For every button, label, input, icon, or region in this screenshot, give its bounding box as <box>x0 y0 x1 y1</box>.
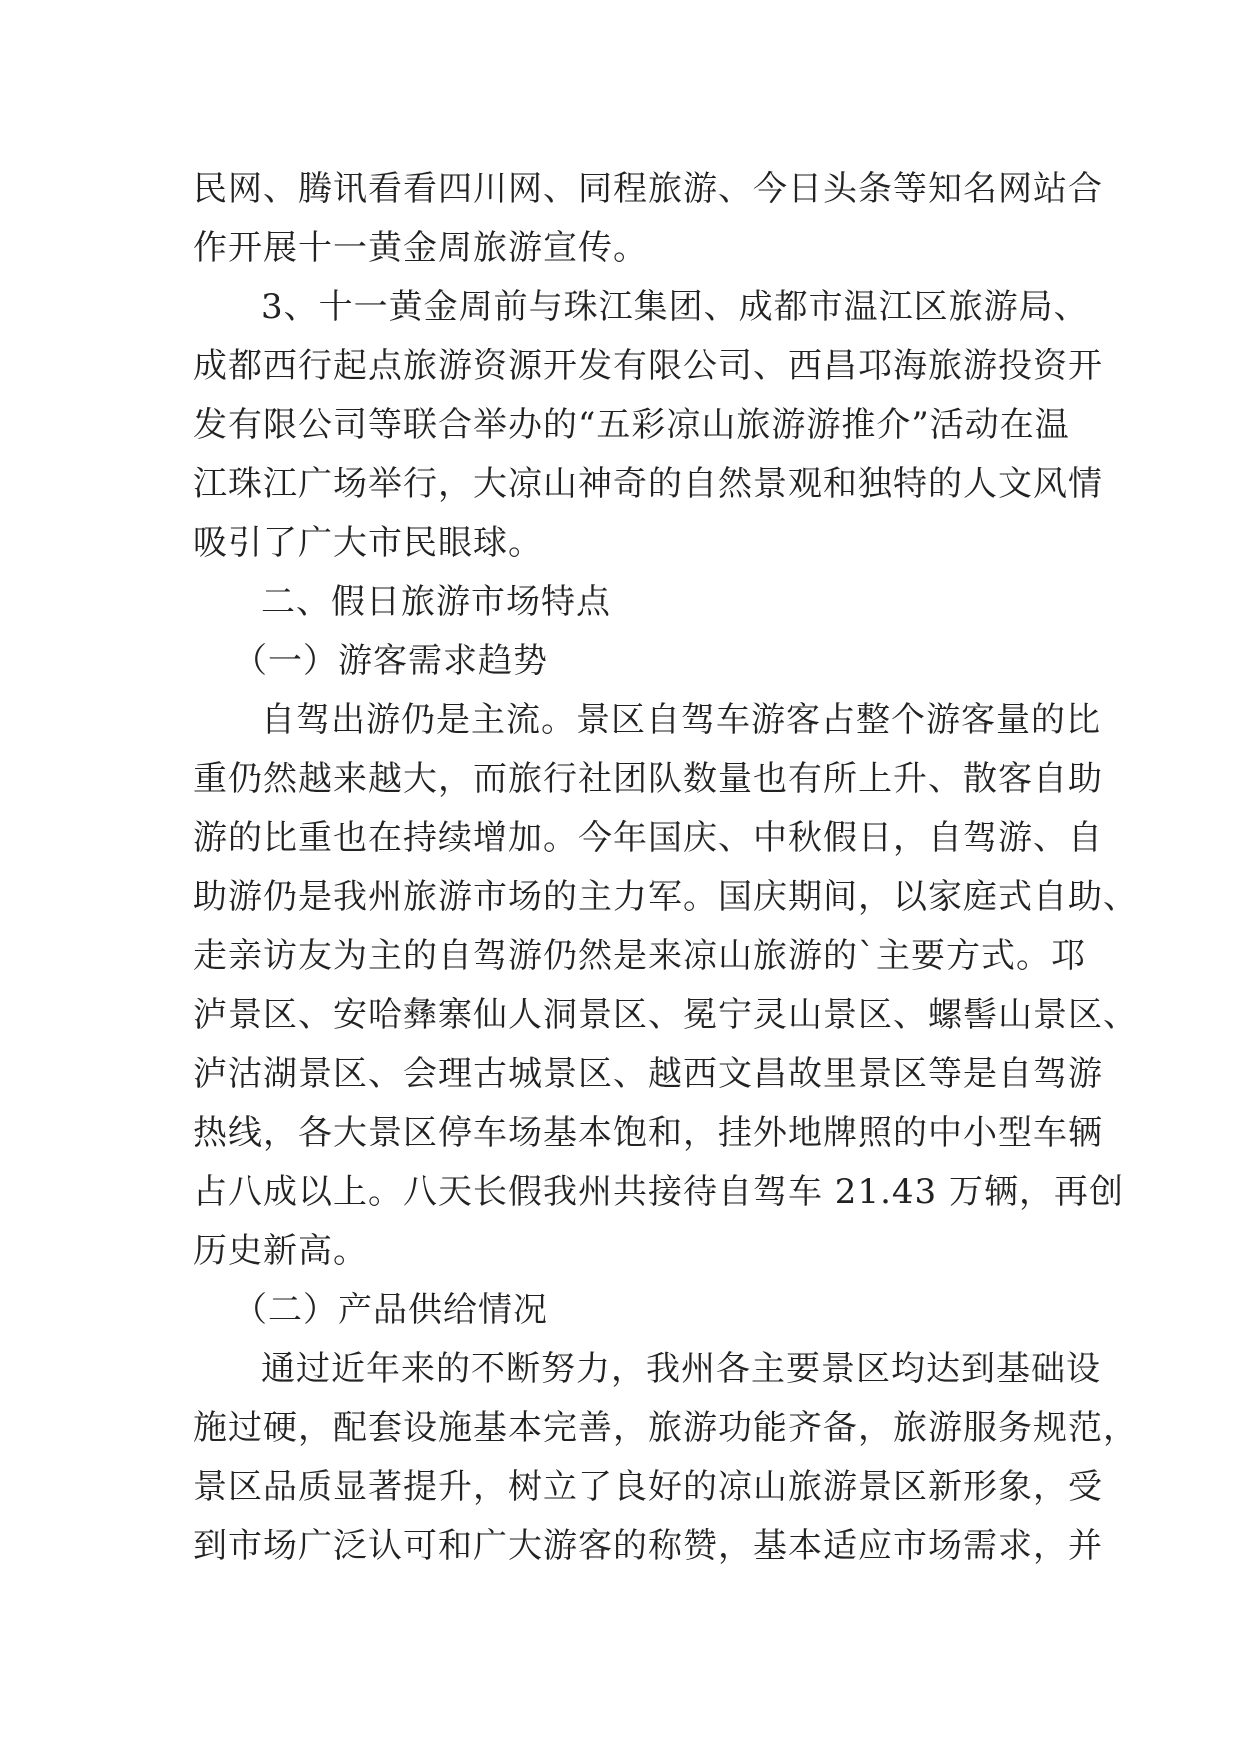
paragraph-line: 泸景区、安哈彝寨仙人洞景区、冕宁灵山景区、螺髻山景区、 <box>193 995 1138 1035</box>
paragraph-line: 3、十一黄金周前与珠江集团、成都市温江区旅游局、 <box>261 287 1089 327</box>
paragraph-line: 通过近年来的不断努力，我州各主要景区均达到基础设 <box>261 1349 1101 1389</box>
paragraph-line: 助游仍是我州旅游市场的主力军。国庆期间，以家庭式自助、 <box>193 877 1138 917</box>
section-heading: 二、假日旅游市场特点 <box>261 582 611 622</box>
paragraph-line: 民网、腾讯看看四川网、同程旅游、今日头条等知名网站合 <box>193 169 1103 209</box>
paragraph-line: 到市场广泛认可和广大游客的称赞，基本适应市场需求，并 <box>193 1526 1103 1566</box>
paragraph-line: 重仍然越来越大，而旅行社团队数量也有所上升、散客自助 <box>193 759 1103 799</box>
paragraph-line: 吸引了广大市民眼球。 <box>193 523 543 563</box>
paragraph-line: 占八成以上。八天长假我州共接待自驾车 21.43 万辆，再创 <box>193 1172 1124 1212</box>
paragraph-line: 作开展十一黄金周旅游宣传。 <box>193 228 648 268</box>
subsection-heading: （二）产品供给情况 <box>233 1290 548 1330</box>
paragraph-line: 景区品质显著提升，树立了良好的凉山旅游景区新形象，受 <box>193 1467 1103 1507</box>
paragraph-line: 施过硬，配套设施基本完善，旅游功能齐备，旅游服务规范， <box>193 1408 1138 1448</box>
subsection-heading: （一）游客需求趋势 <box>233 641 548 681</box>
document-page <box>193 160 1138 1576</box>
paragraph-line: 走亲访友为主的自驾游仍然是来凉山旅游的`主要方式。邛 <box>193 936 1086 976</box>
paragraph-line: 历史新高。 <box>193 1231 368 1271</box>
paragraph-line: 游的比重也在持续增加。今年国庆、中秋假日，自驾游、自 <box>193 818 1103 858</box>
paragraph-line: 成都西行起点旅游资源开发有限公司、西昌邛海旅游投资开 <box>193 346 1103 386</box>
paragraph-line: 热线，各大景区停车场基本饱和，挂外地牌照的中小型车辆 <box>193 1113 1103 1153</box>
paragraph-line: 泸沽湖景区、会理古城景区、越西文昌故里景区等是自驾游 <box>193 1054 1103 1094</box>
paragraph-line: 江珠江广场举行，大凉山神奇的自然景观和独特的人文风情 <box>193 464 1103 504</box>
paragraph-line: 自驾出游仍是主流。景区自驾车游客占整个游客量的比 <box>261 700 1101 740</box>
paragraph-line: 发有限公司等联合举办的“五彩凉山旅游游推介”活动在温 <box>193 405 1070 445</box>
